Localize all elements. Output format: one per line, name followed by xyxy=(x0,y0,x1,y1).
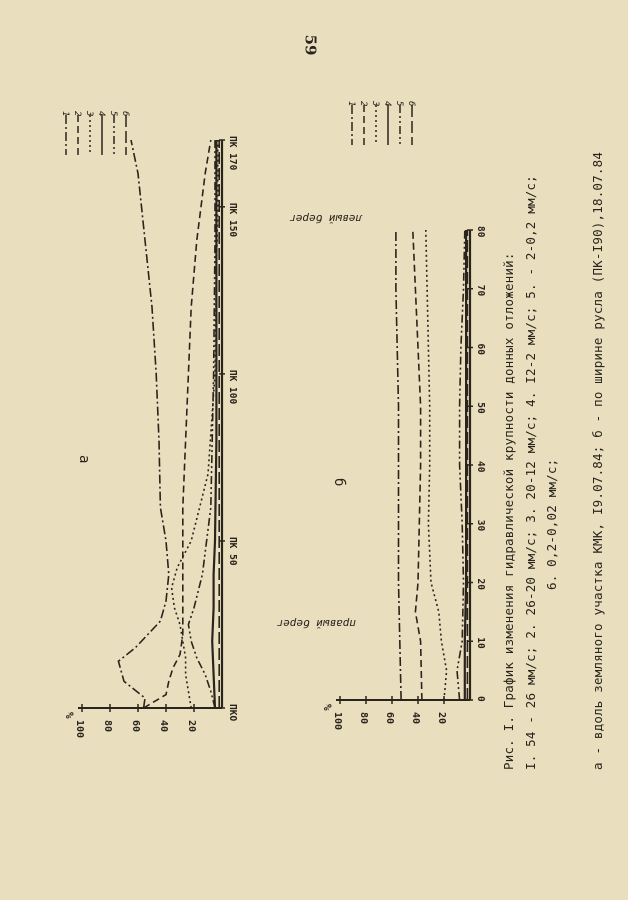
series-line-1 xyxy=(118,140,168,708)
x-tick-label: 60 xyxy=(475,343,486,355)
left-bank-label: левый берег xyxy=(289,212,362,225)
legend-label-5: 5 xyxy=(394,101,404,107)
y-tick-label: 80 xyxy=(102,720,113,733)
legend-label-1: 1 xyxy=(60,111,70,117)
legend-label-4: 4 xyxy=(96,111,106,117)
x-tick-label: 0 xyxy=(475,696,486,702)
legend-label-3: 3 xyxy=(84,111,94,117)
caption-legend-line-2: 6. 0,2-0,02 мм/с; xyxy=(544,458,559,590)
y-tick-label: 20 xyxy=(186,720,197,733)
legend-label-6: 6 xyxy=(120,111,130,117)
x-tick-label: ПК 50 xyxy=(227,536,238,566)
page-number: 59 xyxy=(301,34,320,56)
legend-label-6: 6 xyxy=(406,101,416,107)
y-axis-label: % xyxy=(321,704,334,711)
legend-label-2: 2 xyxy=(358,101,368,107)
y-tick-label: 40 xyxy=(158,720,169,733)
series-line-5 xyxy=(457,230,465,700)
panel-b xyxy=(277,100,486,730)
series-line-3 xyxy=(426,230,447,700)
y-tick-label: 40 xyxy=(410,712,421,725)
series-line-5 xyxy=(188,140,215,708)
right-bank-label: правый берег xyxy=(276,617,356,630)
x-tick-label: 20 xyxy=(475,578,486,590)
x-tick-label: 30 xyxy=(475,519,486,532)
y-tick-label: 60 xyxy=(130,720,141,733)
panel-a xyxy=(60,110,238,738)
caption-legend-line: I. 54 - 26 мм/с; 2. 26-20 мм/с; 3. 20-12 мм/с; 4. I2-2 мм/с; 5. - 2-0,2 мм/с; xyxy=(522,175,538,770)
caption-subtitle: а - вдоль земляного участка КМК, I9.07.84; б - по ширине русла (ПК-I90),18.07.84 xyxy=(589,151,605,770)
y-tick-label: 80 xyxy=(358,712,369,725)
legend-label-2: 2 xyxy=(72,111,82,117)
panel-b-label: б xyxy=(331,478,347,487)
y-tick-label: 100 xyxy=(332,712,343,731)
legend-label-1: 1 xyxy=(346,101,356,107)
legend-label-4: 4 xyxy=(382,101,392,107)
series-line-2 xyxy=(413,230,422,700)
caption-title: Рис. I. График изменения гидравлической крупности донных отложений: xyxy=(501,252,516,770)
figure-caption xyxy=(498,70,608,770)
y-tick-label: 60 xyxy=(384,712,395,725)
legend-label-5: 5 xyxy=(108,111,118,117)
x-tick-label: 10 xyxy=(475,637,486,649)
series-line-3 xyxy=(172,140,218,708)
x-tick-label: 80 xyxy=(475,226,486,238)
x-tick-label: 70 xyxy=(475,284,486,297)
legend-label-3: 3 xyxy=(370,101,380,107)
x-tick-label: 40 xyxy=(475,461,486,473)
x-tick-label: ПК 170 xyxy=(227,136,238,171)
x-tick-label: 50 xyxy=(475,402,486,414)
x-tick-label: ПК 100 xyxy=(227,369,238,405)
panel-a-label: а xyxy=(76,455,92,464)
y-axis-label: % xyxy=(63,712,76,719)
y-tick-label: 100 xyxy=(74,720,85,739)
y-tick-label: 20 xyxy=(436,712,447,725)
x-tick-label: ПКО xyxy=(227,704,238,722)
series-line-4 xyxy=(465,230,466,700)
x-tick-label: ПК 150 xyxy=(227,202,238,238)
series-line-1 xyxy=(396,230,401,700)
series-line-2 xyxy=(144,140,211,708)
